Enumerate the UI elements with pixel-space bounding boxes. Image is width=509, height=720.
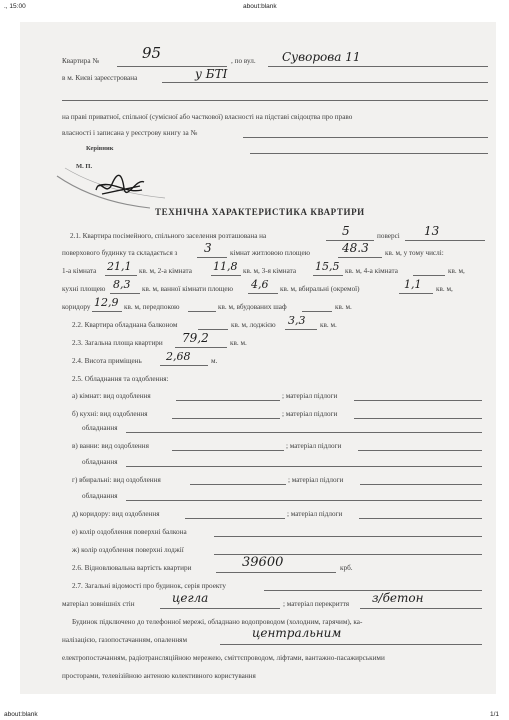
s25-e-line <box>185 518 285 519</box>
s25-c-line <box>172 450 284 451</box>
height-value: 2,68 <box>166 350 191 363</box>
s21-line5-c: кв. м, вбудованих шаф <box>218 303 287 311</box>
room2-value: 11,8 <box>213 260 238 273</box>
registered-line <box>162 82 488 83</box>
floors-line <box>405 240 485 241</box>
heating-value: центральним <box>252 626 342 640</box>
s27-e: налізацією, газопостачанням, опаленням <box>62 636 188 644</box>
total-line <box>175 347 227 348</box>
bath-line <box>248 293 278 294</box>
s21-line3-b: кв. м, 2-а кімната <box>139 267 192 275</box>
s22-a: 2.2. Квартира обладнана балконом <box>72 321 178 329</box>
hall-line <box>188 311 216 312</box>
document-title: ТЕХНІЧНА ХАРАКТЕРИСТИКА КВАРТИРИ <box>155 207 365 217</box>
s24-b: м. <box>211 357 218 365</box>
s21-line2-c: кв. м, у тому числі: <box>385 249 444 257</box>
s21-line3-e: кв. м, <box>448 267 465 275</box>
s25-f-line <box>214 536 482 537</box>
s21-line4-d: кв. м, <box>436 285 453 293</box>
total-area: 79,2 <box>182 331 209 345</box>
heating-line <box>220 644 482 645</box>
s25-b2: ; матеріал підлоги <box>282 410 338 418</box>
s26-a: 2.6. Відновлювальна вартість квартири <box>72 564 192 572</box>
s27-f: електропостачанням, радіотрансляційною мережею, сміттєпроводом, ліфтами, вантажно-пасажирськими <box>62 654 385 662</box>
s25-c3-line <box>126 466 482 467</box>
corridor-value: 12,9 <box>94 296 119 309</box>
s21-line3-a: 1-а кімната <box>62 267 97 275</box>
s24-a: 2.4. Висота приміщень <box>72 357 142 365</box>
s25-c2: ; матеріал підлоги <box>286 442 342 450</box>
s25-b3-line <box>126 432 482 433</box>
s25-c: в) ванни: вид оздоблення <box>72 442 149 450</box>
r3-line <box>313 275 343 276</box>
registered-handwriting: у БТІ <box>195 67 228 81</box>
s21-line1-a: 2.1. Квартира посімейного, спільного заселення розташована на <box>70 232 267 240</box>
s21-line5-a: коридору <box>62 303 91 311</box>
replacement-value: 39600 <box>242 555 284 570</box>
s25-d3-line <box>126 500 482 501</box>
s25-a2: ; матеріал підлоги <box>282 392 338 400</box>
value-line <box>216 572 336 573</box>
bath-value: 4,6 <box>251 278 269 291</box>
footer-url: about:blank <box>4 711 38 718</box>
s25-b2-line <box>354 418 482 419</box>
living-value: 48.3 <box>342 241 369 255</box>
apt-label: Квартира № <box>62 57 100 65</box>
closet-line <box>302 311 332 312</box>
room1-value: 21,1 <box>107 260 132 273</box>
s21-line4-c: кв. м, вбиральні (окремої) <box>280 285 360 293</box>
s21-line3-d: кв. м, 4-а кімната <box>345 267 398 275</box>
head-line <box>250 153 488 154</box>
s22-b: кв. м, лоджією <box>231 321 276 329</box>
slab-value: з/бетон <box>372 591 424 605</box>
footer-page-count: 1/1 <box>490 711 500 718</box>
s23-b: кв. м. <box>230 339 247 347</box>
header-time: ., 15:00 <box>4 3 26 10</box>
rooms-value: 3 <box>204 241 212 255</box>
wc-line <box>399 293 433 294</box>
s25-c3: обладнання <box>82 458 118 466</box>
s23-a: 2.3. Загальна площа квартири <box>72 339 163 347</box>
s25-b3: обладнання <box>82 424 118 432</box>
s25-d2: ; матеріал підлоги <box>288 476 344 484</box>
s27-a: 2.7. Загальні відомості про будинок, серія проекту <box>72 582 226 590</box>
s27-d: Будинок підключено до телефонної мережі, обладнано водопроводом (холодним, гарячим), ка- <box>72 618 363 626</box>
s25-e2: ; матеріал підлоги <box>287 510 343 518</box>
s25-a2-line <box>354 400 482 401</box>
r2-line <box>211 275 241 276</box>
registry-no-line <box>243 137 488 138</box>
seal-label: М. П. <box>76 163 93 170</box>
signature <box>92 168 152 208</box>
walls-line <box>160 608 280 609</box>
living-line <box>338 257 382 258</box>
blank-line-1 <box>62 100 488 101</box>
s21-line1-b: поверсі <box>377 232 400 240</box>
s25-a-line <box>176 400 280 401</box>
s22-c: кв. м. <box>320 321 337 329</box>
s25-d2-line <box>360 484 482 485</box>
s25-d: г) вбиральні: вид оздоблення <box>72 476 161 484</box>
wc-value: 1,1 <box>404 278 422 291</box>
ownership-text: на праві приватної, спільної (сумісної або часткової) власності на підставі свідоцтва про право <box>62 113 353 121</box>
s21-line2-b: кімнат житловою площею <box>230 249 311 257</box>
header-title: about:blank <box>243 3 277 10</box>
s27-g: просторами, телевізійною антеною колективного користування <box>62 672 256 680</box>
s25-g: ж) колір оздоблення поверхні лоджії <box>72 546 184 554</box>
s21-line5-d: кв. м. <box>335 303 352 311</box>
kitchen-value: 8,3 <box>113 278 131 291</box>
rooms-line <box>197 257 227 258</box>
s21-line3-c: кв. м, 3-я кімната <box>243 267 297 275</box>
r4-line <box>413 275 445 276</box>
head-label: Керівник <box>86 145 114 152</box>
browser-header <box>0 0 509 12</box>
s25-e2-line <box>359 518 482 519</box>
s21-line2-a: поверхового будинку та складається з <box>62 249 178 257</box>
apt-number: 95 <box>142 44 162 62</box>
street-name: Суворова 11 <box>282 50 361 64</box>
s26-b: крб. <box>340 564 353 572</box>
s27-b: матеріал зовнішніх стін <box>62 600 135 608</box>
slab-line <box>360 608 482 609</box>
s25-d-line <box>190 484 286 485</box>
s21-line4-b: кв. м, ванної кімнати площею <box>142 285 233 293</box>
s25-e: д) коридору: вид оздоблення <box>72 510 160 518</box>
corridor-line <box>92 311 122 312</box>
balcony-line <box>198 329 228 330</box>
kitchen-line <box>110 293 140 294</box>
street-line <box>268 66 488 67</box>
s25-f: е) колір оздоблення поверхні балкона <box>72 528 187 536</box>
walls-value: цегла <box>172 591 209 605</box>
s27-c: ; матеріал перекриття <box>283 600 350 608</box>
registered-label: в м. Києві зареєстрована <box>62 74 138 82</box>
loggia-line <box>285 329 317 330</box>
s21-line4-a: кухні площею <box>62 285 106 293</box>
s25-b: б) кухні: вид оздоблення <box>72 410 148 418</box>
r1-line <box>105 275 137 276</box>
s25-a: а) кімнат: вид оздоблення <box>72 392 151 400</box>
document-page <box>20 22 496 694</box>
s21-line5-b: кв. м, передпокою <box>124 303 180 311</box>
s25-b-line <box>172 418 280 419</box>
loggia-value: 3,3 <box>288 314 306 327</box>
s25-title: 2.5. Обладнання та оздоблення: <box>72 375 169 383</box>
ownership-text-2: власності і записана у реєстрову книгу за № <box>62 129 198 137</box>
height-line <box>160 365 208 366</box>
floors-value: 13 <box>424 224 440 238</box>
floor-value: 5 <box>342 224 350 238</box>
street-label: , по вул. <box>231 57 256 65</box>
room3-value: 15,5 <box>315 260 340 273</box>
s25-d3: обладнання <box>82 492 118 500</box>
s25-c2-line <box>358 450 482 451</box>
browser-footer <box>0 708 509 720</box>
